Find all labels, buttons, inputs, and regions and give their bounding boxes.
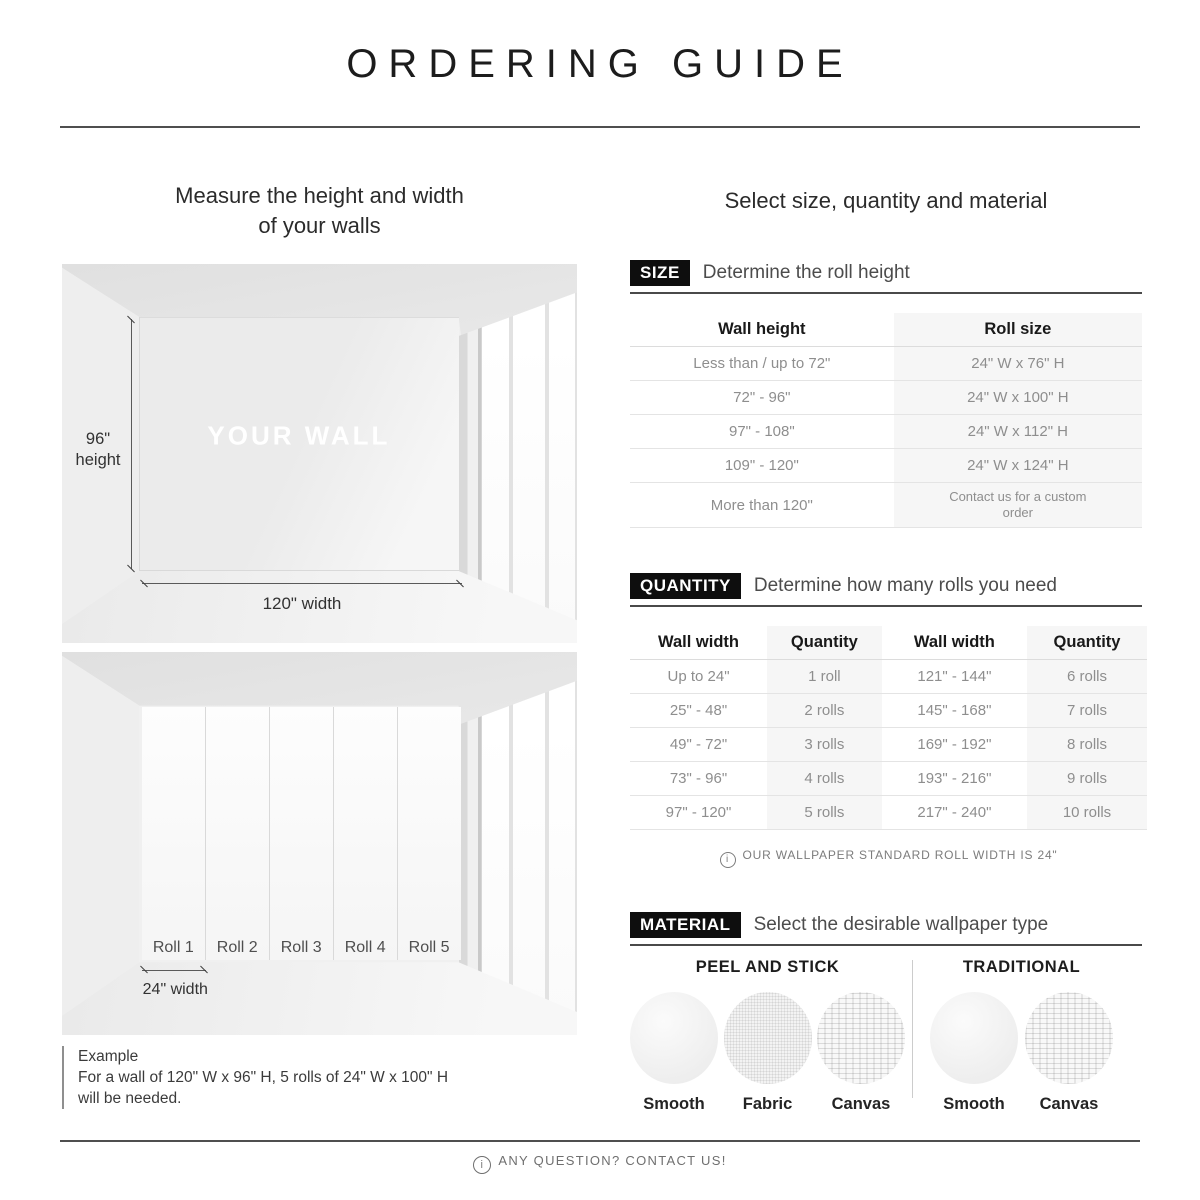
wall-width-cell: 217" - 240" (917, 804, 992, 821)
width-label: 120" width (262, 593, 342, 613)
swatch-label: Fabric (742, 1095, 793, 1113)
example-note (62, 1046, 548, 1109)
roll-panel (334, 707, 398, 960)
roll-panel (142, 707, 206, 960)
roll-width-note-text: OUR WALLPAPER STANDARD ROLL WIDTH IS 24" (742, 848, 1058, 862)
material-subtitle: Select the desirable wallpaper type (753, 914, 1049, 935)
swatch-label: Canvas (1039, 1095, 1099, 1113)
size-section-header (630, 260, 1142, 294)
page-title: ORDERING GUIDE (346, 42, 854, 86)
wall-width-cell: 25" - 48" (669, 702, 728, 719)
quantity-badge: QUANTITY (630, 573, 741, 599)
swatch-item (930, 992, 1018, 1114)
example-title: Example (78, 1048, 139, 1065)
wall-width-cell: 169" - 192" (917, 736, 992, 753)
roll-label: Roll 1 (152, 938, 194, 956)
wall-height-cell: 97" - 108" (728, 423, 795, 440)
quantity-cell: 6 rolls (1027, 660, 1147, 693)
quantity-cell: 1 roll (767, 660, 882, 693)
quantity-table-row (630, 796, 1147, 830)
wall-width-header: Wall width (913, 633, 995, 651)
quantity-cell: 3 rolls (767, 728, 882, 761)
swatch-label: Smooth (643, 1095, 705, 1113)
contact-us-text: ANY QUESTION? CONTACT US! (498, 1153, 727, 1168)
smooth-texture-swatch (930, 992, 1018, 1084)
quantity-cell: 4 rolls (767, 762, 882, 795)
peel-and-stick-title: PEEL AND STICK (695, 958, 840, 976)
material-badge: MATERIAL (630, 912, 741, 938)
your-wall-surface (139, 317, 458, 571)
quantity-section-header (630, 573, 1142, 607)
your-wall-label: YOUR WALL (207, 420, 391, 451)
quantity-cell: 2 rolls (767, 694, 882, 727)
example-line2: will be needed. (78, 1090, 182, 1107)
wall-width-header: Wall width (658, 633, 739, 651)
wall-width-cell: 121" - 144" (917, 668, 992, 685)
quantity-table (630, 626, 1147, 830)
info-icon: i (720, 852, 736, 868)
room-measure-illustration (62, 264, 577, 643)
quantity-cell: 10 rolls (1027, 796, 1147, 829)
quantity-subtitle: Determine how many rolls you need (753, 575, 1057, 596)
wall-height-cell: More than 120" (710, 496, 813, 514)
size-table-row (630, 415, 1142, 449)
swatch-item (724, 992, 812, 1114)
roll-size-cell: Contact us for a custom order (894, 483, 1142, 527)
peel-and-stick-group (630, 958, 905, 1114)
contact-us-note (0, 1153, 1200, 1174)
size-table-header (630, 313, 1142, 347)
width-dimension-line (142, 583, 461, 584)
size-table-row (630, 381, 1142, 415)
quantity-header: Quantity (1027, 626, 1147, 659)
wall-width-cell: 145" - 168" (917, 702, 992, 719)
quantity-table-row (630, 694, 1147, 728)
measure-heading (62, 181, 577, 241)
roll-size-cell: 24" W x 112" H (894, 415, 1142, 448)
roll-panel (270, 707, 334, 960)
roll-label: Roll 3 (280, 938, 322, 956)
wall-height-cell: 72" - 96" (733, 389, 791, 406)
size-table-row (630, 449, 1142, 483)
traditional-group (930, 958, 1113, 1114)
wall-width-cell: 73" - 96" (669, 770, 728, 787)
window-pane (549, 652, 575, 1035)
height-dimension-line (131, 319, 132, 569)
height-word: height (75, 450, 121, 469)
roll-panel (398, 707, 461, 960)
size-badge: SIZE (630, 260, 690, 286)
window-pane (549, 264, 575, 643)
roll-panel (206, 707, 270, 960)
quantity-cell: 9 rolls (1027, 762, 1147, 795)
swatch-item (817, 992, 905, 1114)
bottom-divider (60, 1140, 1140, 1142)
roll-label: Roll 5 (408, 938, 450, 956)
size-table (630, 313, 1142, 528)
quantity-table-header (630, 626, 1147, 660)
quantity-table-row (630, 660, 1147, 694)
roll-width-label: 24" width (142, 980, 208, 998)
roll-size-cell: 24" W x 100" H (894, 381, 1142, 414)
wallpaper-roll-panels (142, 707, 461, 960)
measure-heading-line2: of your walls (258, 213, 381, 238)
material-section-header (630, 912, 1142, 946)
roll-size-header: Roll size (894, 313, 1142, 346)
size-table-row (630, 347, 1142, 381)
window-pane (513, 264, 545, 643)
roll-size-cell: 24" W x 124" H (894, 449, 1142, 482)
swatch-label: Canvas (831, 1095, 891, 1113)
size-subtitle: Determine the roll height (702, 262, 910, 283)
quantity-header: Quantity (767, 626, 882, 659)
wall-height-cell: 109" - 120" (724, 457, 799, 474)
wall-width-cell: Up to 24" (667, 668, 730, 685)
material-groups-divider (912, 960, 913, 1098)
roll-label: Roll 2 (216, 938, 258, 956)
info-icon: i (473, 1156, 491, 1174)
swatch-item (630, 992, 718, 1114)
size-table-row (630, 483, 1142, 528)
canvas-texture-swatch (817, 992, 905, 1084)
traditional-title: TRADITIONAL (962, 958, 1081, 976)
traditional-swatches (930, 992, 1113, 1114)
wall-height-header: Wall height (718, 320, 806, 338)
roll-size-cell: 24" W x 76" H (894, 347, 1142, 380)
example-line1: For a wall of 120" W x 96" H, 5 rolls of 24" W x 100" H (78, 1069, 449, 1086)
quantity-cell: 7 rolls (1027, 694, 1147, 727)
measure-heading-line1: Measure the height and width (175, 183, 464, 208)
swatch-item (1025, 992, 1113, 1114)
roll-width-dimension-line (142, 970, 206, 971)
height-value: 96" (85, 429, 111, 448)
wall-width-cell: 49" - 72" (669, 736, 728, 753)
quantity-cell: 5 rolls (767, 796, 882, 829)
wall-height-cell: Less than / up to 72" (693, 355, 831, 372)
quantity-table-row (630, 728, 1147, 762)
swatch-label: Smooth (943, 1095, 1005, 1113)
height-label (67, 429, 129, 471)
room-rolls-illustration (62, 652, 577, 1035)
canvas-texture-swatch (1025, 992, 1113, 1084)
select-heading: Select size, quantity and material (724, 188, 1048, 213)
window-pane (513, 652, 545, 1035)
wall-width-cell: 193" - 216" (917, 770, 992, 787)
roll-label: Roll 4 (344, 938, 386, 956)
peel-and-stick-swatches (630, 992, 905, 1114)
fabric-texture-swatch (724, 992, 812, 1084)
roll-width-note (630, 848, 1147, 868)
smooth-texture-swatch (630, 992, 718, 1084)
wall-width-cell: 97" - 120" (665, 804, 732, 821)
quantity-cell: 8 rolls (1027, 728, 1147, 761)
top-divider (60, 126, 1140, 128)
quantity-table-row (630, 762, 1147, 796)
